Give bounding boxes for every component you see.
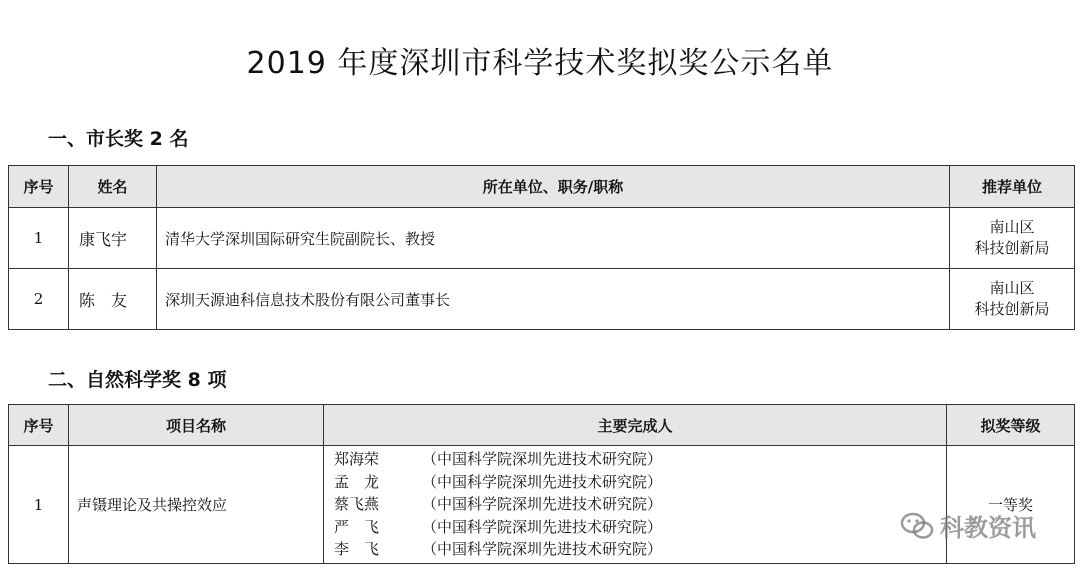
section-heading-mayor-award: 一、市长奖 2 名	[48, 128, 189, 150]
column-header-persons: 主要完成人	[324, 405, 947, 446]
person-name: 蔡飞燕	[334, 495, 380, 514]
table-header-row	[9, 405, 1075, 446]
person-entry	[324, 471, 946, 494]
table-header-row	[9, 166, 1075, 208]
section-heading-natural-science-award: 二、自然科学奖 8 项	[48, 369, 227, 391]
table-row	[9, 269, 1075, 330]
person-entry	[324, 538, 946, 561]
winner-name: 康飞宇	[69, 208, 157, 269]
winner-name: 陈 友	[69, 269, 157, 330]
recommender-unit	[950, 208, 1075, 269]
column-header-recommender: 推荐单位	[950, 166, 1075, 208]
person-org: （中国科学院深圳先进技术研究院）	[422, 517, 663, 536]
watermark	[900, 508, 1036, 543]
column-header-no: 序号	[9, 166, 69, 208]
person-org: （中国科学院深圳先进技术研究院）	[422, 472, 663, 491]
row-number: 1	[9, 446, 69, 564]
wechat-icon	[900, 512, 934, 540]
project-name: 声镊理论及共操控效应	[69, 446, 324, 564]
recommender-line1: 南山区	[989, 218, 1035, 236]
mayor-award-table	[8, 165, 1075, 330]
page-title: 2019 年度深圳市科学技术奖拟奖公示名单	[246, 46, 834, 81]
person-entry	[324, 493, 946, 516]
column-header-level: 拟奖等级	[947, 405, 1075, 446]
person-org: （中国科学院深圳先进技术研究院）	[422, 540, 663, 559]
recommender-line2: 科技创新局	[974, 300, 1050, 318]
person-org: （中国科学院深圳先进技术研究院）	[422, 450, 663, 469]
person-org: （中国科学院深圳先进技术研究院）	[422, 495, 663, 514]
winner-org: 深圳天源迪科信息技术股份有限公司董事长	[157, 269, 950, 330]
recommender-line2: 科技创新局	[974, 239, 1050, 257]
row-number: 2	[9, 269, 69, 330]
person-name: 严 飞	[334, 517, 380, 536]
column-header-org: 所在单位、职务/职称	[157, 166, 950, 208]
recommender-line1: 南山区	[989, 279, 1035, 297]
column-header-project: 项目名称	[69, 405, 324, 446]
person-name: 李 飞	[334, 540, 380, 559]
person-name: 孟 龙	[334, 472, 380, 491]
winner-org: 清华大学深圳国际研究生院副院长、教授	[157, 208, 950, 269]
table-row	[9, 446, 1075, 564]
persons-cell	[324, 446, 947, 564]
person-entry	[324, 448, 946, 471]
watermark-text: 科教资讯	[940, 514, 1036, 542]
person-entry	[324, 516, 946, 539]
recommender-unit	[950, 269, 1075, 330]
row-number: 1	[9, 208, 69, 269]
column-header-name: 姓名	[69, 166, 157, 208]
award-level: 一等奖	[947, 446, 1075, 564]
person-name: 郑海荣	[334, 450, 380, 469]
column-header-no: 序号	[9, 405, 69, 446]
table-row	[9, 208, 1075, 269]
